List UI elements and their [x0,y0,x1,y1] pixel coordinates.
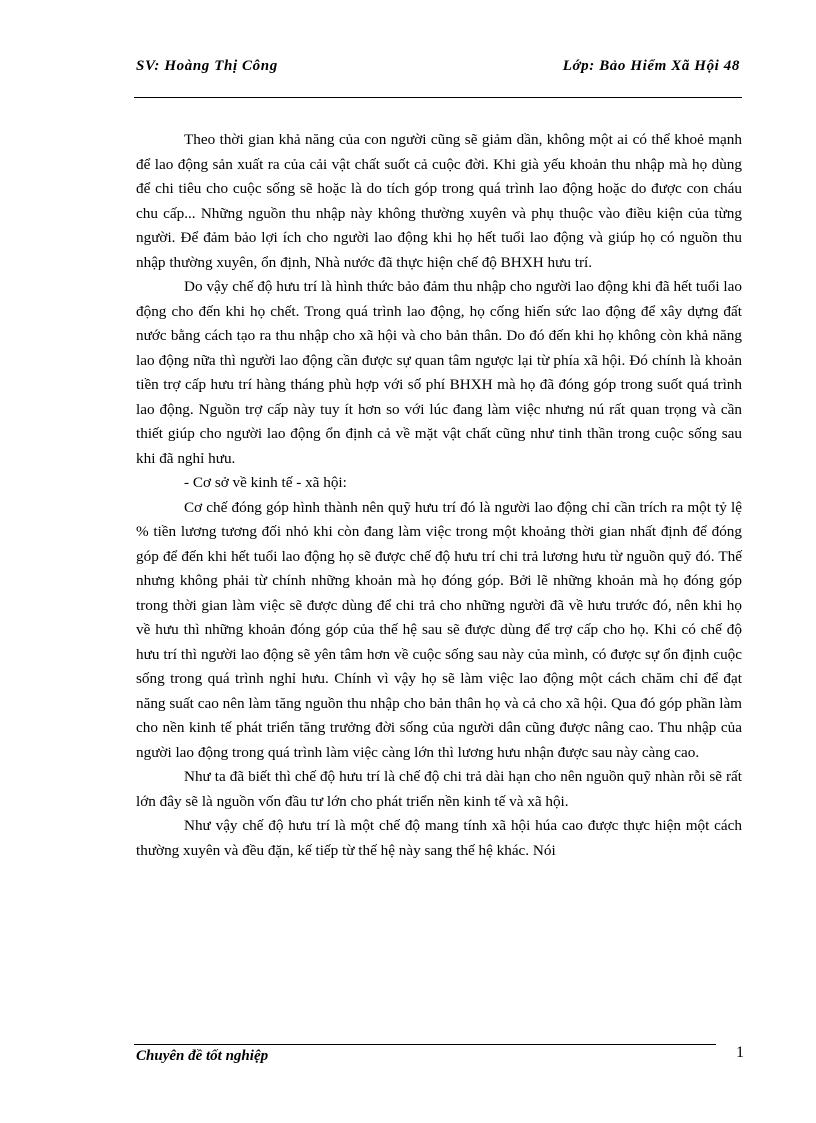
paragraph: Do vậy chế độ hưu trí là hình thức bảo đảm thu nhập cho người lao động khi đã hết tuổi lao động cho đến khi họ chết. Trong quá trình lao động, họ cống hiến sức lao động để xây dựng đất nước bằng cách tạo ra thu nhập cho xã hội và cho bản thân. Do đó đến khi họ không còn khả năng lao động nữa thì người lao động cần được sự quan tâm ngược lại từ phía xã hội. Đó chính là khoản tiền trợ cấp hưu trí hàng tháng phù hợp với số phí BHXH mà họ đã đóng góp trong suốt quá trình lao động. Nguồn trợ cấp này tuy ít hơn so với lúc đang làm việc nhưng nú rất quan trọng và cần thiết giúp cho người lao động ổn định cả về mặt vật chất cũng như tinh thần trong cuộc sống sau khi đã nghỉ hưu. [136,278,742,467]
paragraph: Như ta đã biết thì chế độ hưu trí là chế độ chi trả dài hạn cho nên nguồn quỹ nhàn rỗi sẽ rất lớn đây sẽ là nguồn vốn đầu tư lớn cho phát triển nền kinh tế và xã hội. [136,768,742,810]
page-header [136,58,742,80]
paragraph: Theo thời gian khả năng của con người cũng sẽ giảm dần, không một ai có thể khoẻ mạnh để lao động sản xuất ra của cải vật chất suốt cả cuộc đời. Khi già yếu khoản thu nhập mà họ dùng để chi tiêu cho cuộc sống sẽ hoặc là do tích góp trong quá trình lao động hoặc do được con cháu chu cấp... Những nguồn thu nhập này không thường xuyên và phụ thuộc vào điều kiện của từng người. Để đảm bảo lợi ích cho người lao động khi họ hết tuổi lao động và giúp họ có nguồn thu nhập thường xuyên, ổn định, Nhà nước đã thực hiện chế độ BHXH hưu trí. [136,131,742,271]
document-body [136,128,742,863]
section-heading: - Cơ sở về kinh tế - xã hội: [184,474,347,491]
class-name: Lớp: Bảo Hiểm Xã Hội 48 [562,58,740,74]
header-divider [134,97,742,98]
footer-divider [134,1044,716,1045]
footer-title: Chuyên đề tốt nghiệp [136,1048,269,1064]
page-number: 1 [736,1044,744,1061]
student-name: SV: Hoàng Thị Công [136,58,278,74]
paragraph: Cơ chế đóng góp hình thành nên quỹ hưu trí đó là người lao động chỉ cần trích ra một tỷ lệ % tiền lương tương đối nhỏ khi còn đang làm việc trong một khoảng thời gian nhất định để đóng góp để đến khi hết tuổi lao động họ sẽ được chế độ hưu trí chi trả lương hưu từ nguồn quỹ đó. Thế nhưng không phải từ chính những khoản mà họ đóng góp. Bởi lẽ những khoản mà họ đóng góp trong thời gian làm việc sẽ được dùng để chi trả cho những người đã về hưu trước đó, nên khi họ về hưu thì những khoản đóng góp của thế hệ sau sẽ được dùng để trợ cấp cho họ. Khi có chế độ hưu trí thì người lao động sẽ yên tâm hơn về cuộc sống sau này của mình, có được sự ổn định cuộc sống trong quá trình nghỉ hưu. Chính vì vậy họ sẽ làm việc lao động một cách chăm chỉ để đạt năng suất cao nên làm tăng nguồn thu nhập cho bản thân họ và cả cho xã hội. Qua đó góp phần làm cho nền kinh tế phát triển tăng trưởng đời sống của người dân cũng được nâng cao. Thu nhập của người lao động trong quá trình làm việc càng lớn thì lương hưu nhận được sau này càng cao. [136,498,742,761]
paragraph: Như vậy chế độ hưu trí là một chế độ mang tính xã hội húa cao được thực hiện một cách thường xuyên và đều đặn, kế tiếp từ thế hệ này sang thế hệ khác. Nói [136,817,742,859]
